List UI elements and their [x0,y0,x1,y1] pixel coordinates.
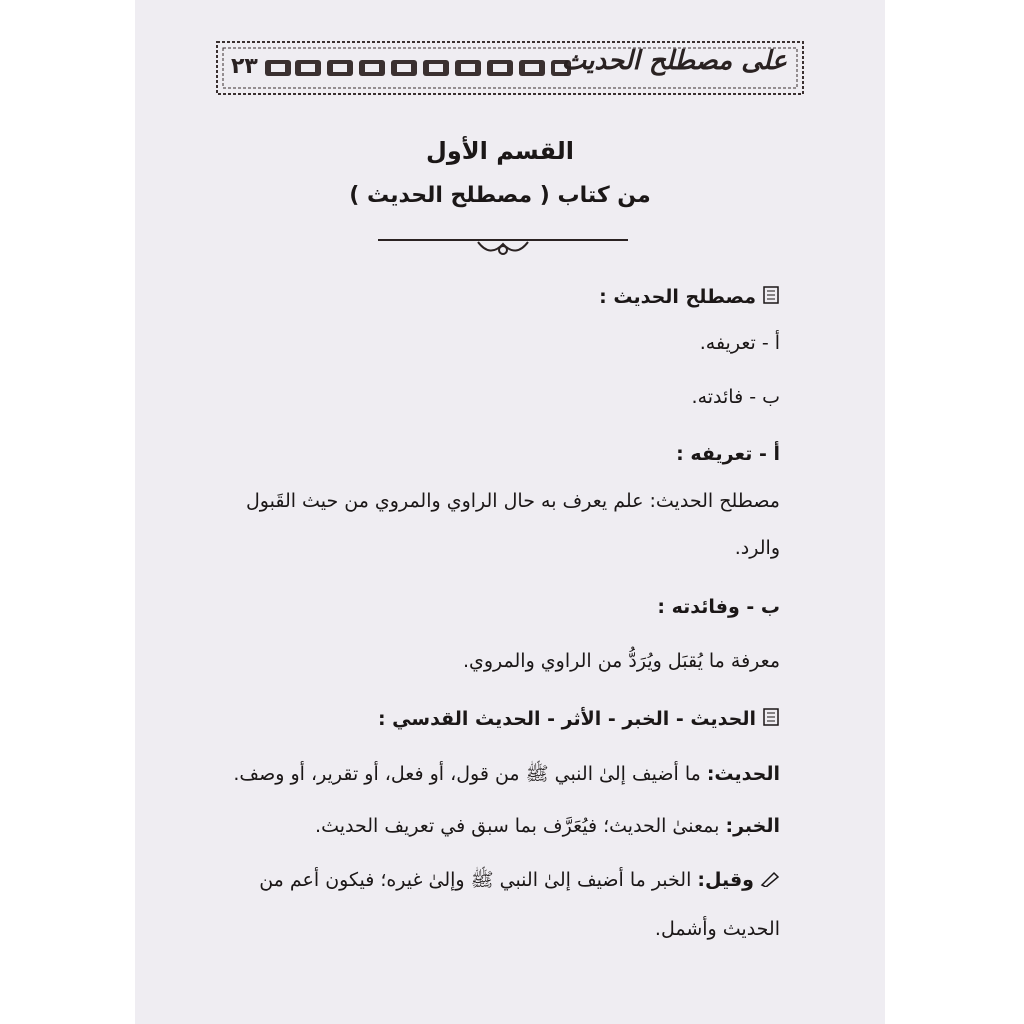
book-icon [762,285,780,310]
khabar-definition: الخبر: بمعنىٰ الحديث؛ فيُعَرَّف بما سبق في تعريف الحديث. [315,815,780,837]
section-subtitle: من كتاب ( مصطلح الحديث ) [349,183,651,208]
definition-line-2: والرد. [734,537,780,559]
section-title: القسم الأول [426,137,574,165]
page-number: ٢٣ [231,54,258,79]
heading-mustalah: مصطلح الحديث : [599,285,780,310]
benefit-text: معرفة ما يُقبَل ويُرَدُّ من الراوي والمروي. [462,650,780,672]
list-item-b: ب - فائدته. [691,386,780,408]
subheading-tarif: أ - تعريفه : [676,443,780,465]
page-margin [885,0,1024,1024]
divider-ornament [378,230,628,260]
list-item-a: أ - تعريفه. [699,332,780,354]
book-icon [762,707,780,732]
running-title: على مصطلح الحديث [561,46,787,76]
definition-line-1: مصطلح الحديث: علم يعرف به حال الراوي والمروي من حيث القَبول [245,490,780,512]
pen-icon [760,870,780,892]
hadith-definition: الحديث: ما أضيف إلىٰ النبي ﷺ من قول، أو فعل، أو تقرير، أو وصف. [233,763,780,785]
qila-line-2: الحديث وأشمل. [654,918,780,940]
heading-hadith-terms: الحديث - الخبر - الأثر - الحديث القدسي : [378,707,780,732]
page-header [215,40,805,96]
qila-line-1: وقيل: الخبر ما أضيف إلىٰ النبي ﷺ وإلىٰ غيره؛ فيكون أعم من [259,868,780,896]
subheading-faida: ب - وفائدته : [657,596,780,618]
